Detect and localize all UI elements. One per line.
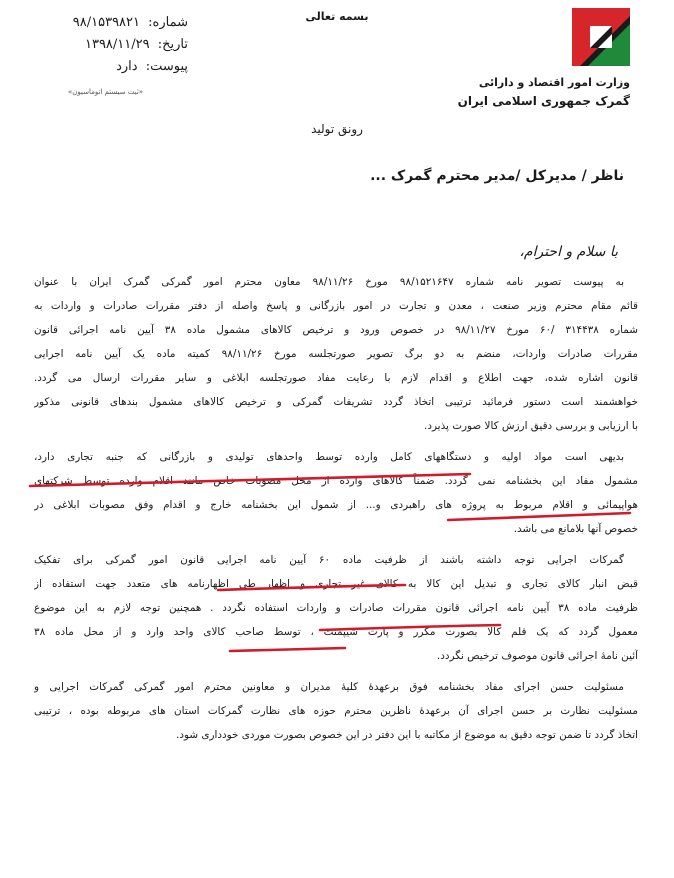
text-line: هواپیمائی و اقلام مربوط به پروژه های راهبردی و... از شمول این بخشنامه خارج و اقدام وفق مصوبات ابلاغی در	[34, 499, 638, 511]
text-line: مقررات صادرات واردات، منضم به دو برگ تصویر صورتجلسه مورخ ۹۸/۱۱/۲۶ کمیته ماده یک آیین نامه اجرایی	[34, 348, 638, 360]
text-line: قبض انبار کالای تجاری و تبدیل این کالا به کالای غیر تجاری و اظهار طی اظهارنامه های متعدد جهت استفاده از	[34, 578, 638, 590]
text-line: قائم مقام محترم وزیر صنعت ، معدن و تجارت در امور بازرگانی و پاسخ واصله از دفتر مقررات صادرات و واردات به	[34, 300, 638, 312]
attachment-row	[28, 56, 188, 78]
paragraph	[34, 270, 638, 438]
cc-line: رونق تولید	[311, 122, 363, 136]
text-line: مسئولیت حسن اجرای مفاد بخشنامه فوق برعهدۀ کلیۀ مدیران و معاونین محترم امور گمرکی گمرکات اجرایی و	[34, 681, 624, 693]
paragraph	[34, 675, 638, 747]
text-line: مسئولیت نظارت بر حسن اجرای آن برعهدۀ ناظرین محترم حوزه های نظارت گمرکات استان های مربوطه بوده ، ترتیبی	[34, 705, 638, 717]
text-line: به پیوست تصویر نامه شماره ۹۸/۱۵۲۱۶۴۷ مورخ ۹۸/۱۱/۲۶ معاون محترم امور گمرکی گمرک ایران با عنوان	[34, 276, 625, 288]
number-row	[28, 12, 188, 34]
attachment-label: پیوست:	[145, 59, 188, 74]
text-line: با ارزیابی و بررسی دقیق ارزش کالا صورت پذیرد.	[424, 420, 638, 432]
system-note: «ثبت سیستم اتوماسیون»	[68, 88, 144, 96]
basmala: بسمه تعالی	[305, 10, 369, 23]
text-line: شماره ۳۱۴۴۳۸ /۶۰ مورخ ۹۸/۱۱/۲۷ در خصوص ورود و ترخیص کالاهای مشمول ماده ۳۸ آیین نامه اجرائی قانون	[34, 324, 638, 336]
letter-meta	[28, 12, 188, 96]
greeting: با سلام و احترام،	[519, 244, 618, 260]
attachment-value: دارد	[116, 59, 138, 74]
number-value: ۹۸/۱۵۳۹۸۲۱	[72, 15, 141, 30]
text-line: خواهشمند است دستور فرمائید ترتیبی اتخاذ گردد تشریفات گمرکی و ترخیص کالاهای مشمول بندهای قانونی مذکور	[34, 396, 638, 408]
paragraph	[34, 445, 638, 541]
text-line: مشمول مفاد این بخشنامه نمی گردد. ضمناً کالاهای وارده از محل مصوبات خاص مانند اقلام وارده توسط شرکتهای	[34, 475, 638, 487]
text-line: خصوص آنها بلامانع می باشد.	[513, 523, 638, 535]
text-line: قانون اشاره شده، جهت اطلاع و اقدام لازم با رعایت مفاد صورتجلسه ابلاغی و سایر مقررات ارسال می گردد.	[34, 372, 638, 384]
text-line: ظرفیت ماده ۳۸ آیین نامه اجرائی قانون مقررات صادرات و واردات استفاده نگردد . همچنین توجه لازم به این موضوع	[34, 602, 638, 614]
text-line: آئین نامۀ اجرائی قانون موصوف ترخیص نگردد.	[436, 650, 638, 662]
paragraph	[34, 548, 638, 668]
number-label: شماره:	[148, 15, 188, 30]
text-line: بدیهی است مواد اولیه و دستگاههای کامل وارده توسط واحدهای تولیدی و بازرگانی که جنبه تجاری دارد،	[34, 451, 624, 463]
customs-name: گمرک جمهوری اسلامی ایران	[457, 94, 630, 108]
date-value: ۱۳۹۸/۱۱/۲۹	[84, 37, 150, 52]
date-label: تاریخ:	[157, 37, 188, 52]
addressee: ناظر / مدیرکل /مدیر محترم گمرک ...	[370, 168, 624, 184]
text-line: معمول گردد که یک قلم کالا بصورت مکرر و پارت شیپمنت ، توسط صاحب کالای واحد وارد و از محل ماده ۳۸	[34, 626, 638, 638]
ministry-name: وزارت امور اقتصاد و دارائی	[478, 76, 630, 89]
date-row	[28, 34, 188, 56]
text-line: اتخاذ گردد تا ضمن توجه دقیق به موضوع از مکاتبه با این دفتر در این خصوص بصورت موردی خودداری شود.	[176, 729, 638, 741]
letter-body	[34, 270, 638, 754]
text-line: گمرکات اجرایی توجه داشته باشند از ظرفیت ماده ۶۰ آیین نامه اجرایی قانون امور گمرکی برای تفکیک	[34, 554, 624, 566]
